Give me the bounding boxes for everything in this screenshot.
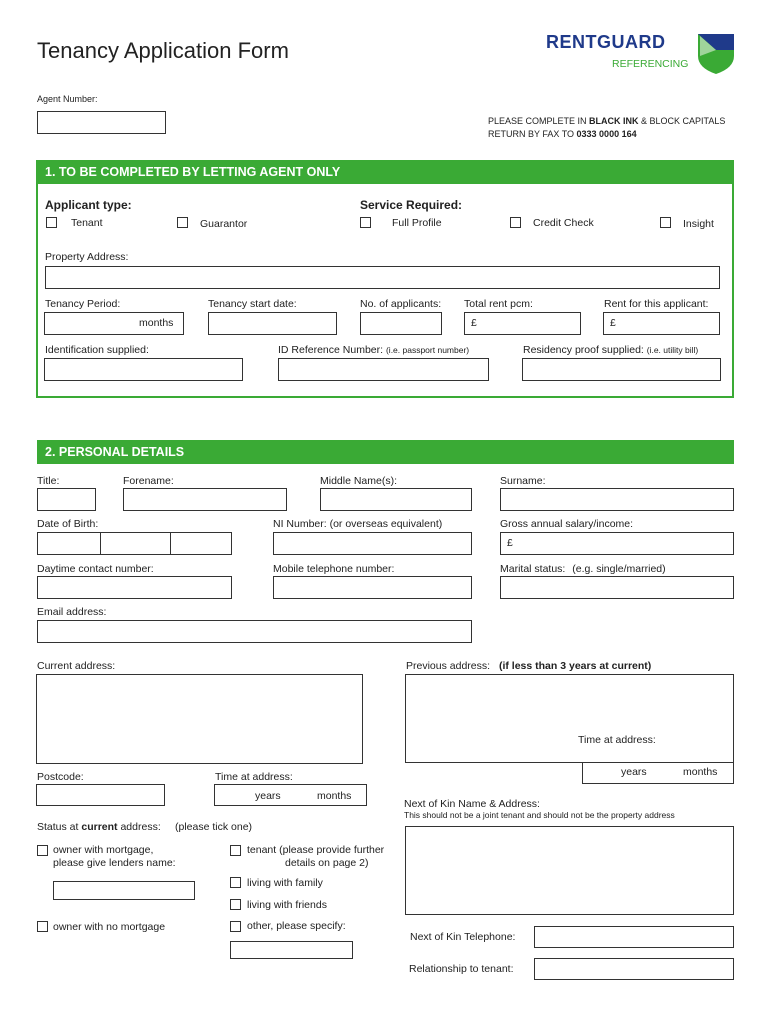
title-field[interactable] <box>37 488 96 511</box>
agent-number-label: Agent Number: <box>37 94 98 104</box>
residency-field[interactable] <box>522 358 721 381</box>
current-address-field[interactable] <box>36 674 363 764</box>
tenancy-period-label: Tenancy Period: <box>45 298 121 310</box>
owner-mortgage-checkbox[interactable] <box>37 845 48 856</box>
nok-telephone-field[interactable] <box>534 926 734 948</box>
middle-names-field[interactable] <box>320 488 472 511</box>
insight-label: Insight <box>683 218 714 230</box>
property-address-field[interactable] <box>45 266 720 289</box>
status-text-c: address: <box>117 821 161 833</box>
relationship-label: Relationship to tenant: <box>409 963 514 975</box>
pound-sign: £ <box>610 317 616 329</box>
tenancy-period-field[interactable] <box>44 312 184 335</box>
time-at-address-label: Time at address: <box>215 771 293 783</box>
guarantor-label: Guarantor <box>200 218 248 230</box>
full-profile-checkbox[interactable] <box>360 217 371 228</box>
shield-icon <box>696 30 736 76</box>
logo-wordmark: RENTGUARD <box>546 32 666 52</box>
mobile-field[interactable] <box>273 576 472 599</box>
middle-names-label: Middle Name(s): <box>320 475 398 487</box>
surname-field[interactable] <box>500 488 734 511</box>
previous-address-hint: (if less than 3 years at current) <box>498 660 652 672</box>
residency-label <box>523 344 698 356</box>
mobile-label: Mobile telephone number: <box>273 563 395 575</box>
status-current: current <box>81 821 118 833</box>
tenant-checkbox[interactable] <box>46 217 57 228</box>
current-address-label: Current address: <box>37 660 116 672</box>
prev-time-field[interactable] <box>582 762 734 784</box>
months-label: months <box>317 790 352 802</box>
owner-no-mortgage-label: owner with no mortgage <box>53 921 166 933</box>
agent-number-field[interactable] <box>37 111 166 134</box>
section2-header: 2. PERSONAL DETAILS <box>37 440 734 464</box>
next-of-kin-label: Next of Kin Name & Address: <box>404 798 540 810</box>
living-family-label: living with family <box>247 877 323 889</box>
prev-months-label: months <box>683 766 718 778</box>
ni-number-field[interactable] <box>273 532 472 555</box>
tenancy-start-label: Tenancy start date: <box>208 298 297 310</box>
forename-label: Forename: <box>123 475 174 487</box>
other-checkbox[interactable] <box>230 921 241 932</box>
section1-header: 1. TO BE COMPLETED BY LETTING AGENT ONLY <box>37 160 734 184</box>
id-ref-text: ID Reference Number: <box>278 344 384 356</box>
id-ref-label <box>278 344 469 356</box>
forename-field[interactable] <box>123 488 287 511</box>
tenancy-start-field[interactable] <box>208 312 337 335</box>
dob-label: Date of Birth: <box>37 518 99 530</box>
years-label: years <box>255 790 281 802</box>
id-ref-hint: (i.e. passport number) <box>385 345 470 355</box>
logo-subtitle: REFERENCING <box>612 58 689 70</box>
previous-address-label <box>406 660 651 672</box>
prev-time-at-address: Time at address: <box>578 734 656 746</box>
owner-mortgage-label <box>53 844 176 870</box>
owner-mortgage-line1: owner with mortgage, <box>53 844 154 856</box>
salary-label: Gross annual salary/income: <box>500 518 634 530</box>
prev-years-label: years <box>621 766 647 778</box>
living-friends-label: living with friends <box>247 899 327 911</box>
daytime-field[interactable] <box>37 576 232 599</box>
previous-address-text: Previous address: <box>406 660 491 672</box>
living-family-checkbox[interactable] <box>230 877 241 888</box>
next-of-kin-note: This should not be a joint tenant and should not be the property address <box>404 810 675 820</box>
tenant-status-line2: details on page 2) <box>285 857 369 869</box>
full-profile-label: Full Profile <box>392 217 442 229</box>
no-applicants-field[interactable] <box>360 312 442 335</box>
insight-checkbox[interactable] <box>660 217 671 228</box>
guarantor-checkbox[interactable] <box>177 217 188 228</box>
daytime-label: Daytime contact number: <box>37 563 154 575</box>
credit-check-label: Credit Check <box>533 217 594 229</box>
tenant-label: Tenant <box>71 217 103 229</box>
residency-hint: (i.e. utility bill) <box>646 345 699 355</box>
postcode-field[interactable] <box>36 784 165 806</box>
previous-address-field[interactable] <box>405 674 734 763</box>
next-of-kin-field[interactable] <box>405 826 734 915</box>
instructions-line2a: RETURN BY FAX TO <box>488 129 577 139</box>
marital-hint: (e.g. single/married) <box>572 563 666 575</box>
living-friends-checkbox[interactable] <box>230 899 241 910</box>
pound-sign: £ <box>507 537 513 549</box>
id-supplied-label: Identification supplied: <box>45 344 149 356</box>
property-address-label: Property Address: <box>45 251 129 263</box>
page-title: Tenancy Application Form <box>37 38 289 63</box>
tenant-status-checkbox[interactable] <box>230 845 241 856</box>
instructions-line1c: & BLOCK CAPITALS <box>638 116 726 126</box>
instructions-black-ink: BLACK INK <box>589 116 639 126</box>
instructions-line1a: PLEASE COMPLETE IN <box>488 116 590 126</box>
email-field[interactable] <box>37 620 472 643</box>
service-required-label: Service Required: <box>360 198 463 212</box>
status-label <box>37 821 161 833</box>
salary-field[interactable] <box>500 532 734 555</box>
marital-text: Marital status: <box>500 563 566 575</box>
tenant-status-label <box>247 844 384 870</box>
nok-telephone-label: Next of Kin Telephone: <box>410 931 516 943</box>
postcode-label: Postcode: <box>37 771 84 783</box>
total-rent-field[interactable] <box>464 312 581 335</box>
no-applicants-label: No. of applicants: <box>360 298 442 310</box>
rent-applicant-label: Rent for this applicant: <box>604 298 709 310</box>
months-suffix: months <box>139 317 174 329</box>
email-label: Email address: <box>37 606 107 618</box>
other-specify-field[interactable] <box>230 941 353 959</box>
total-rent-label: Total rent pcm: <box>464 298 533 310</box>
tenant-status-line1: tenant (please provide further <box>247 844 385 856</box>
id-ref-field[interactable] <box>278 358 489 381</box>
please-tick-label: (please tick one) <box>175 821 253 833</box>
applicant-type-label: Applicant type: <box>45 198 132 212</box>
marital-label <box>500 563 666 575</box>
lender-name-field[interactable] <box>53 881 195 900</box>
other-label: other, please specify: <box>247 920 346 932</box>
id-supplied-field[interactable] <box>44 358 243 381</box>
rent-applicant-field[interactable] <box>603 312 720 335</box>
relationship-field[interactable] <box>534 958 734 980</box>
ni-number-label: NI Number: (or overseas equivalent) <box>273 518 443 530</box>
status-text-a: Status at <box>37 821 82 833</box>
title-label: Title: <box>37 475 60 487</box>
pound-sign: £ <box>471 317 477 329</box>
marital-field[interactable] <box>500 576 734 599</box>
fax-number: 0333 0000 164 <box>576 129 637 139</box>
dob-month-field[interactable] <box>100 532 171 555</box>
dob-day-field[interactable] <box>37 532 101 555</box>
owner-no-mortgage-checkbox[interactable] <box>37 921 48 932</box>
dob-year-field[interactable] <box>170 532 232 555</box>
owner-mortgage-line2: please give lenders name: <box>53 857 176 869</box>
logo <box>546 30 736 78</box>
residency-text: Residency proof supplied: <box>523 344 644 356</box>
time-at-address-field[interactable] <box>214 784 367 806</box>
instructions <box>488 115 725 141</box>
credit-check-checkbox[interactable] <box>510 217 521 228</box>
surname-label: Surname: <box>500 475 546 487</box>
